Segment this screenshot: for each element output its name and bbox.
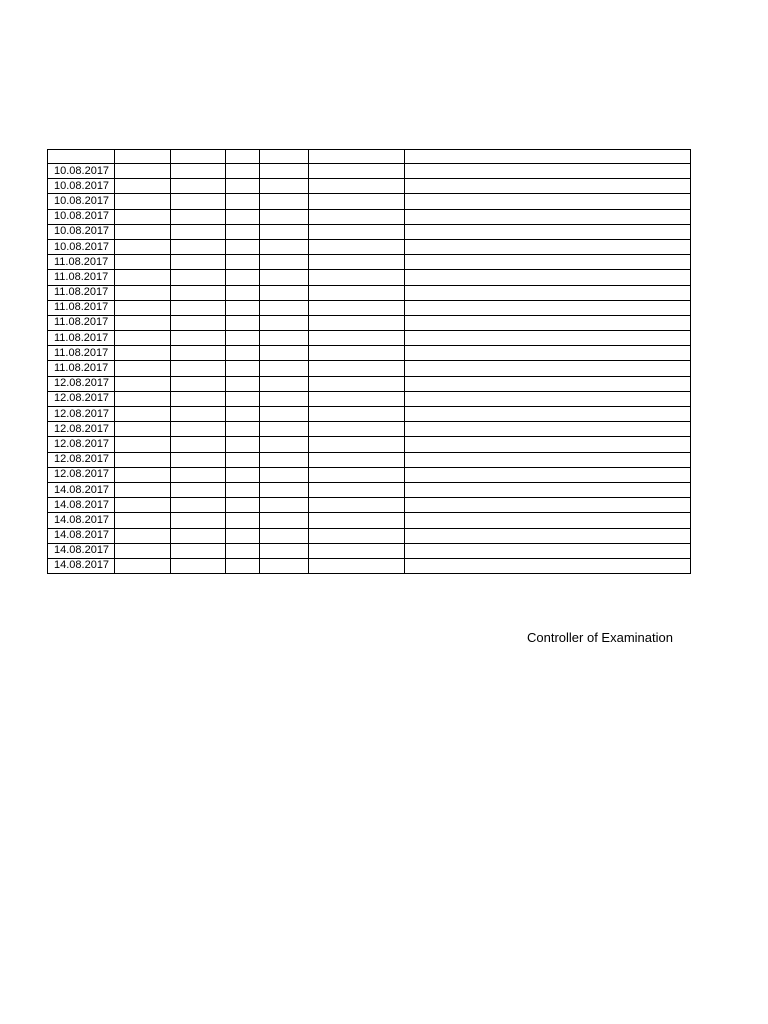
cell-col-5 (260, 179, 309, 194)
table-row (48, 376, 691, 391)
cell-col-2 (115, 528, 171, 543)
cell-col-7 (405, 361, 691, 376)
cell-date: 12.08.2017 (48, 391, 115, 406)
cell-col-2 (115, 482, 171, 497)
cell-col-6 (309, 422, 405, 437)
cell-col-5 (260, 150, 309, 164)
cell-col-3 (171, 407, 226, 422)
cell-col-4 (226, 482, 260, 497)
cell-col-4 (226, 437, 260, 452)
cell-date: 11.08.2017 (48, 361, 115, 376)
table-row (48, 558, 691, 573)
cell-col-2 (115, 255, 171, 270)
cell-date: 10.08.2017 (48, 194, 115, 209)
cell-col-6 (309, 376, 405, 391)
cell-col-7 (405, 331, 691, 346)
cell-date: 11.08.2017 (48, 346, 115, 361)
cell-col-3 (171, 179, 226, 194)
cell-date: 11.08.2017 (48, 285, 115, 300)
cell-col-7 (405, 346, 691, 361)
cell-col-7 (405, 513, 691, 528)
cell-col-7 (405, 467, 691, 482)
cell-date: 11.08.2017 (48, 255, 115, 270)
cell-col-4 (226, 376, 260, 391)
cell-date (48, 150, 115, 164)
cell-date: 12.08.2017 (48, 452, 115, 467)
cell-date: 14.08.2017 (48, 498, 115, 513)
cell-col-5 (260, 255, 309, 270)
cell-col-5 (260, 467, 309, 482)
cell-col-3 (171, 422, 226, 437)
cell-col-3 (171, 239, 226, 254)
table-row (48, 543, 691, 558)
cell-col-5 (260, 361, 309, 376)
table-row (48, 164, 691, 179)
cell-col-7 (405, 300, 691, 315)
cell-col-4 (226, 224, 260, 239)
cell-col-4 (226, 315, 260, 330)
table-row (48, 179, 691, 194)
cell-date: 11.08.2017 (48, 331, 115, 346)
cell-col-4 (226, 422, 260, 437)
cell-col-7 (405, 270, 691, 285)
cell-col-5 (260, 315, 309, 330)
cell-col-5 (260, 407, 309, 422)
cell-col-3 (171, 300, 226, 315)
cell-col-6 (309, 407, 405, 422)
cell-col-3 (171, 224, 226, 239)
table-row (48, 407, 691, 422)
cell-col-5 (260, 194, 309, 209)
cell-col-5 (260, 209, 309, 224)
cell-col-5 (260, 270, 309, 285)
table-row (48, 285, 691, 300)
cell-date: 14.08.2017 (48, 543, 115, 558)
table-row (48, 452, 691, 467)
cell-col-2 (115, 179, 171, 194)
cell-col-3 (171, 285, 226, 300)
cell-col-6 (309, 270, 405, 285)
cell-col-5 (260, 498, 309, 513)
cell-col-2 (115, 194, 171, 209)
cell-col-5 (260, 164, 309, 179)
cell-col-4 (226, 407, 260, 422)
cell-col-4 (226, 209, 260, 224)
cell-col-7 (405, 224, 691, 239)
cell-col-7 (405, 194, 691, 209)
cell-col-6 (309, 315, 405, 330)
cell-col-4 (226, 331, 260, 346)
cell-col-7 (405, 391, 691, 406)
cell-date: 10.08.2017 (48, 164, 115, 179)
cell-col-6 (309, 558, 405, 573)
cell-col-4 (226, 361, 260, 376)
cell-date: 10.08.2017 (48, 239, 115, 254)
cell-col-5 (260, 300, 309, 315)
table-row (48, 391, 691, 406)
cell-col-5 (260, 346, 309, 361)
table-row (48, 239, 691, 254)
table-row (48, 270, 691, 285)
cell-date: 10.08.2017 (48, 224, 115, 239)
cell-col-6 (309, 346, 405, 361)
cell-col-4 (226, 498, 260, 513)
table-header-row (48, 150, 691, 164)
cell-col-3 (171, 315, 226, 330)
cell-col-6 (309, 543, 405, 558)
cell-col-2 (115, 376, 171, 391)
cell-col-7 (405, 376, 691, 391)
cell-col-3 (171, 346, 226, 361)
cell-col-6 (309, 285, 405, 300)
cell-col-2 (115, 498, 171, 513)
table-row (48, 528, 691, 543)
table-row (48, 331, 691, 346)
cell-col-6 (309, 179, 405, 194)
cell-col-4 (226, 346, 260, 361)
cell-col-6 (309, 164, 405, 179)
cell-col-6 (309, 452, 405, 467)
cell-col-5 (260, 543, 309, 558)
cell-col-4 (226, 467, 260, 482)
cell-col-2 (115, 558, 171, 573)
cell-col-7 (405, 558, 691, 573)
table-body (48, 150, 691, 574)
cell-col-3 (171, 270, 226, 285)
cell-col-5 (260, 422, 309, 437)
cell-col-3 (171, 482, 226, 497)
cell-col-7 (405, 285, 691, 300)
cell-col-7 (405, 315, 691, 330)
cell-col-4 (226, 164, 260, 179)
table-row (48, 422, 691, 437)
cell-col-5 (260, 376, 309, 391)
cell-col-2 (115, 513, 171, 528)
cell-col-7 (405, 179, 691, 194)
cell-col-3 (171, 194, 226, 209)
cell-col-7 (405, 422, 691, 437)
cell-col-3 (171, 467, 226, 482)
cell-col-2 (115, 346, 171, 361)
table-row (48, 346, 691, 361)
cell-col-2 (115, 239, 171, 254)
cell-col-7 (405, 239, 691, 254)
cell-col-6 (309, 255, 405, 270)
cell-col-7 (405, 543, 691, 558)
cell-col-6 (309, 361, 405, 376)
cell-col-5 (260, 239, 309, 254)
cell-col-4 (226, 391, 260, 406)
cell-date: 14.08.2017 (48, 513, 115, 528)
cell-col-2 (115, 150, 171, 164)
cell-col-3 (171, 528, 226, 543)
cell-col-6 (309, 513, 405, 528)
cell-col-6 (309, 224, 405, 239)
cell-col-2 (115, 437, 171, 452)
cell-col-4 (226, 150, 260, 164)
cell-col-2 (115, 391, 171, 406)
cell-col-5 (260, 224, 309, 239)
cell-col-7 (405, 164, 691, 179)
cell-col-4 (226, 239, 260, 254)
cell-col-7 (405, 528, 691, 543)
cell-col-2 (115, 407, 171, 422)
schedule-table (47, 149, 691, 574)
cell-col-3 (171, 361, 226, 376)
cell-col-4 (226, 179, 260, 194)
cell-date: 14.08.2017 (48, 528, 115, 543)
cell-col-6 (309, 194, 405, 209)
table-row (48, 437, 691, 452)
cell-col-6 (309, 391, 405, 406)
cell-col-7 (405, 437, 691, 452)
table-row (48, 513, 691, 528)
cell-col-7 (405, 498, 691, 513)
cell-col-4 (226, 194, 260, 209)
cell-col-4 (226, 452, 260, 467)
cell-col-5 (260, 391, 309, 406)
cell-col-3 (171, 391, 226, 406)
cell-date: 11.08.2017 (48, 270, 115, 285)
cell-col-6 (309, 209, 405, 224)
cell-col-2 (115, 270, 171, 285)
table-row (48, 194, 691, 209)
table-row (48, 315, 691, 330)
cell-col-5 (260, 437, 309, 452)
cell-col-2 (115, 543, 171, 558)
cell-date: 12.08.2017 (48, 437, 115, 452)
cell-col-7 (405, 209, 691, 224)
cell-col-3 (171, 452, 226, 467)
cell-col-3 (171, 498, 226, 513)
cell-col-2 (115, 331, 171, 346)
cell-col-7 (405, 452, 691, 467)
cell-col-5 (260, 528, 309, 543)
cell-col-2 (115, 164, 171, 179)
cell-col-3 (171, 437, 226, 452)
table-row (48, 255, 691, 270)
cell-col-6 (309, 482, 405, 497)
cell-date: 12.08.2017 (48, 467, 115, 482)
cell-col-5 (260, 482, 309, 497)
cell-date: 12.08.2017 (48, 422, 115, 437)
cell-col-2 (115, 300, 171, 315)
table-row (48, 224, 691, 239)
cell-col-2 (115, 422, 171, 437)
table-row (48, 498, 691, 513)
cell-col-4 (226, 300, 260, 315)
cell-col-2 (115, 224, 171, 239)
cell-col-7 (405, 150, 691, 164)
cell-col-6 (309, 239, 405, 254)
cell-col-7 (405, 407, 691, 422)
cell-col-3 (171, 558, 226, 573)
cell-col-4 (226, 285, 260, 300)
cell-col-2 (115, 315, 171, 330)
cell-date: 11.08.2017 (48, 315, 115, 330)
cell-col-2 (115, 209, 171, 224)
cell-col-2 (115, 467, 171, 482)
signature-label: Controller of Examination (527, 630, 673, 645)
table-row (48, 361, 691, 376)
table-row (48, 209, 691, 224)
cell-col-3 (171, 150, 226, 164)
cell-col-6 (309, 528, 405, 543)
cell-col-5 (260, 331, 309, 346)
cell-col-6 (309, 498, 405, 513)
cell-col-6 (309, 331, 405, 346)
cell-date: 14.08.2017 (48, 558, 115, 573)
cell-col-3 (171, 331, 226, 346)
cell-date: 12.08.2017 (48, 407, 115, 422)
cell-col-5 (260, 513, 309, 528)
cell-col-2 (115, 452, 171, 467)
cell-date: 11.08.2017 (48, 300, 115, 315)
cell-date: 14.08.2017 (48, 482, 115, 497)
cell-col-3 (171, 376, 226, 391)
cell-col-2 (115, 285, 171, 300)
cell-date: 12.08.2017 (48, 376, 115, 391)
cell-col-5 (260, 285, 309, 300)
cell-col-4 (226, 255, 260, 270)
cell-col-4 (226, 513, 260, 528)
cell-col-7 (405, 255, 691, 270)
cell-col-3 (171, 164, 226, 179)
cell-col-6 (309, 150, 405, 164)
cell-col-4 (226, 528, 260, 543)
cell-col-3 (171, 255, 226, 270)
cell-date: 10.08.2017 (48, 179, 115, 194)
cell-col-6 (309, 467, 405, 482)
cell-col-3 (171, 543, 226, 558)
table-row (48, 467, 691, 482)
cell-date: 10.08.2017 (48, 209, 115, 224)
cell-col-6 (309, 300, 405, 315)
cell-col-6 (309, 437, 405, 452)
cell-col-5 (260, 558, 309, 573)
cell-col-4 (226, 270, 260, 285)
cell-col-4 (226, 558, 260, 573)
cell-col-5 (260, 452, 309, 467)
cell-col-3 (171, 209, 226, 224)
cell-col-7 (405, 482, 691, 497)
table-row (48, 300, 691, 315)
table-row (48, 482, 691, 497)
cell-col-4 (226, 543, 260, 558)
cell-col-2 (115, 361, 171, 376)
cell-col-3 (171, 513, 226, 528)
